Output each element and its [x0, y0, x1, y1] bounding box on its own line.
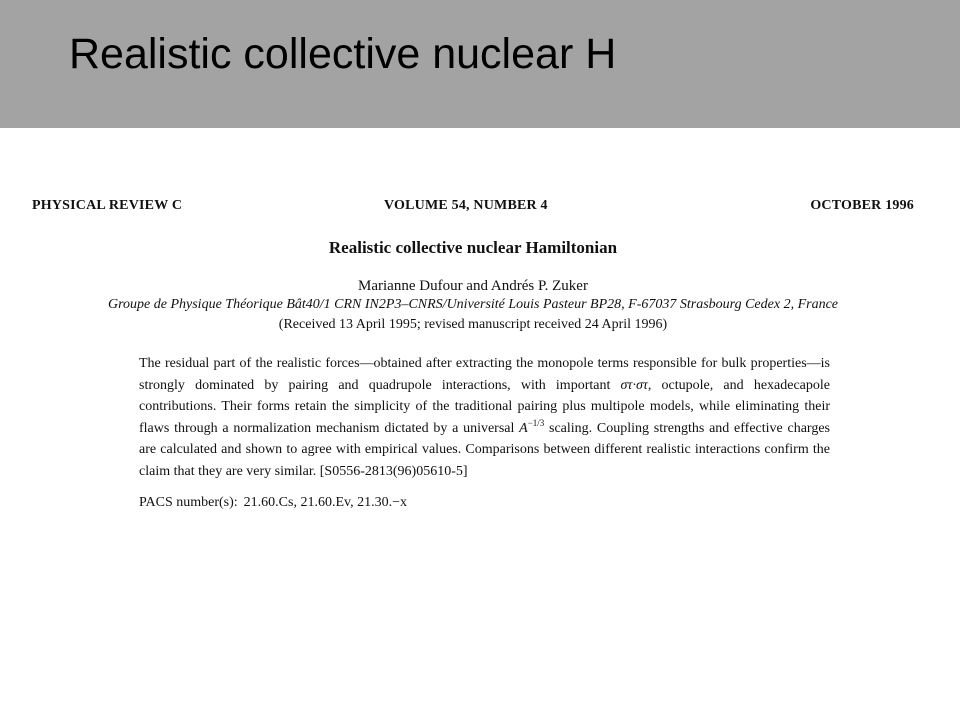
slide-header-bar: [0, 0, 960, 128]
abstract-math-sigma-tau: στ·στ: [620, 377, 648, 393]
abstract-math-a: A: [519, 420, 528, 436]
paper-abstract: [139, 353, 830, 482]
journal-name: PHYSICAL REVIEW C: [32, 198, 183, 213]
journal-header: [32, 196, 914, 218]
abstract-text-2: , octupole, and hexadecapole contributions. Their forms retain the simplicity of the traditional pairing plus multipole models, while eliminating their flaws through a normalization mechanism dictated by a universal: [139, 377, 830, 436]
abstract-text-3: scaling. Coupling strengths and effective charges are calculated and shown to agree with empirical values. Comparisons between different realistic interactions confirm the claim that they are very similar. [S0556-2813(96)05610-5]: [139, 420, 830, 479]
abstract-text-1: The residual part of the realistic forces—obtained after extracting the monopole terms responsible for bulk properties—is strongly dominated by pairing and quadrupole interactions, with important: [139, 356, 830, 393]
pacs-values: 21.60.Cs, 21.60.Ev, 21.30.−x: [243, 495, 407, 510]
paper-authors: Marianne Dufour and Andrés P. Zuker: [358, 278, 588, 294]
paper-title: Realistic collective nuclear Hamiltonian: [328, 238, 618, 257]
paper-received-dates: (Received 13 April 1995; revised manuscript received 24 April 1996): [278, 317, 668, 332]
pacs-label: PACS number(s):: [139, 495, 238, 510]
abstract-math-exponent: −1/3: [527, 417, 545, 428]
paper-abstract-image: [32, 196, 914, 513]
pacs-numbers: [139, 493, 914, 513]
journal-volume: VOLUME 54, NUMBER 4: [384, 198, 548, 213]
paper-affiliation: Groupe de Physique Théorique Bât40/1 CRN IN2P3–CNRS/Université Louis Pasteur BP28, F-67037 Strasbourg Cedex 2, France: [108, 297, 838, 312]
journal-date: OCTOBER 1996: [810, 198, 914, 213]
slide-title: Realistic collective nuclear H: [69, 30, 617, 78]
